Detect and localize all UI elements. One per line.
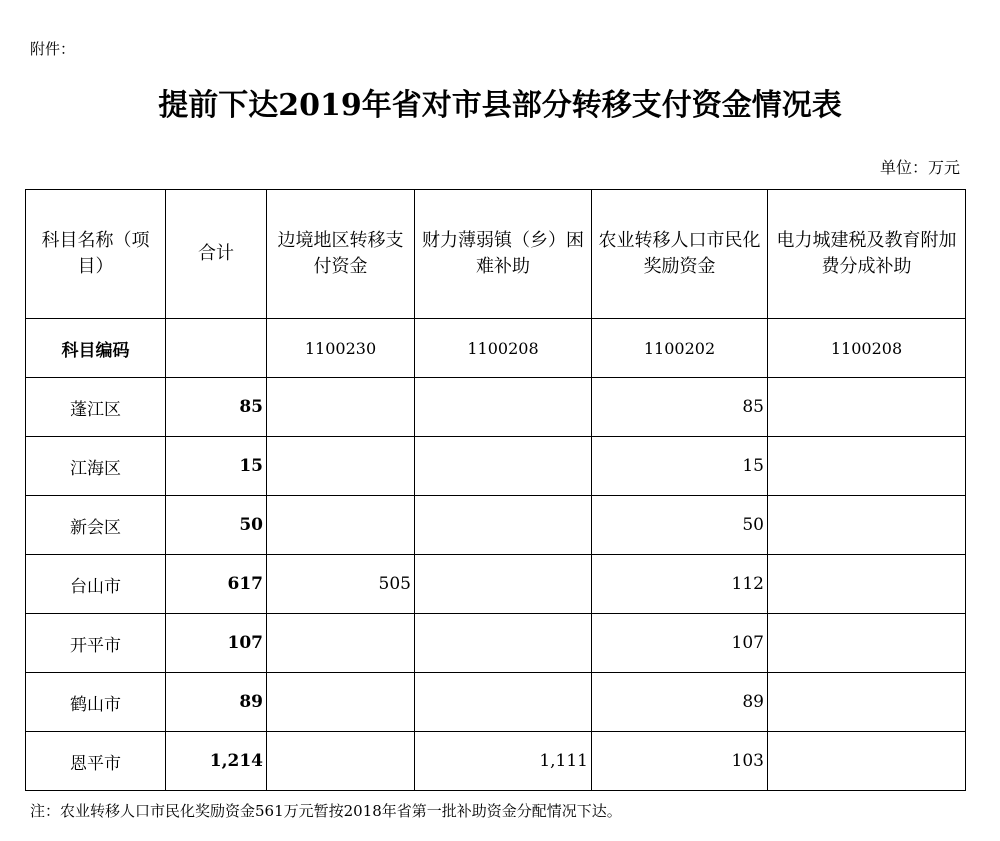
header-cell: 农业转移人口市民化奖励资金 <box>592 190 768 319</box>
region-name: 新会区 <box>26 496 166 555</box>
value-cell <box>267 673 415 732</box>
code-cell: 1100208 <box>768 319 966 378</box>
region-name: 鹤山市 <box>26 673 166 732</box>
header-cell: 财力薄弱镇（乡）困难补助 <box>415 190 592 319</box>
header-cell: 科目名称（项目） <box>26 190 166 319</box>
attachment-label: 附件： <box>30 40 76 58</box>
region-name: 恩平市 <box>26 732 166 791</box>
code-cell: 1100208 <box>415 319 592 378</box>
value-cell <box>415 437 592 496</box>
value-cell <box>415 378 592 437</box>
row-total: 617 <box>166 555 267 614</box>
value-cell <box>768 378 966 437</box>
region-name: 台山市 <box>26 555 166 614</box>
value-cell <box>768 732 966 791</box>
value-cell: 89 <box>592 673 768 732</box>
table-row <box>26 732 966 791</box>
region-name: 江海区 <box>26 437 166 496</box>
value-cell <box>768 496 966 555</box>
header-cell: 电力城建税及教育附加费分成补助 <box>768 190 966 319</box>
table-row <box>26 437 966 496</box>
footnote: 注：农业转移人口市民化奖励资金561万元暂按2018年省第一批补助资金分配情况下达。 <box>30 802 622 820</box>
value-cell <box>768 614 966 673</box>
value-cell <box>768 555 966 614</box>
code-row <box>26 319 966 378</box>
region-name: 蓬江区 <box>26 378 166 437</box>
value-cell <box>415 673 592 732</box>
row-total: 1,214 <box>166 732 267 791</box>
row-total: 85 <box>166 378 267 437</box>
code-row-total <box>166 319 267 378</box>
value-cell <box>267 437 415 496</box>
value-cell <box>267 378 415 437</box>
document-title: 提前下达2019年省对市县部分转移支付资金情况表 <box>158 88 842 123</box>
value-cell: 103 <box>592 732 768 791</box>
value-cell: 1,111 <box>415 732 592 791</box>
value-cell: 505 <box>267 555 415 614</box>
unit-label: 单位：万元 <box>879 158 960 177</box>
table-header-row <box>26 190 966 319</box>
code-cell: 1100230 <box>267 319 415 378</box>
code-row-label: 科目编码 <box>26 319 166 378</box>
code-cell: 1100202 <box>592 319 768 378</box>
table-row <box>26 555 966 614</box>
value-cell <box>768 437 966 496</box>
funds-table <box>25 189 966 791</box>
value-cell <box>267 614 415 673</box>
header-cell: 合计 <box>166 190 267 319</box>
row-total: 15 <box>166 437 267 496</box>
table-row <box>26 673 966 732</box>
value-cell <box>267 496 415 555</box>
header-cell: 边境地区转移支付资金 <box>267 190 415 319</box>
row-total: 89 <box>166 673 267 732</box>
row-total: 107 <box>166 614 267 673</box>
value-cell: 112 <box>592 555 768 614</box>
value-cell <box>415 614 592 673</box>
table-row <box>26 378 966 437</box>
value-cell <box>415 496 592 555</box>
table-row <box>26 614 966 673</box>
row-total: 50 <box>166 496 267 555</box>
value-cell <box>415 555 592 614</box>
value-cell: 85 <box>592 378 768 437</box>
value-cell: 15 <box>592 437 768 496</box>
value-cell <box>768 673 966 732</box>
value-cell <box>267 732 415 791</box>
value-cell: 50 <box>592 496 768 555</box>
value-cell: 107 <box>592 614 768 673</box>
table-row <box>26 496 966 555</box>
region-name: 开平市 <box>26 614 166 673</box>
